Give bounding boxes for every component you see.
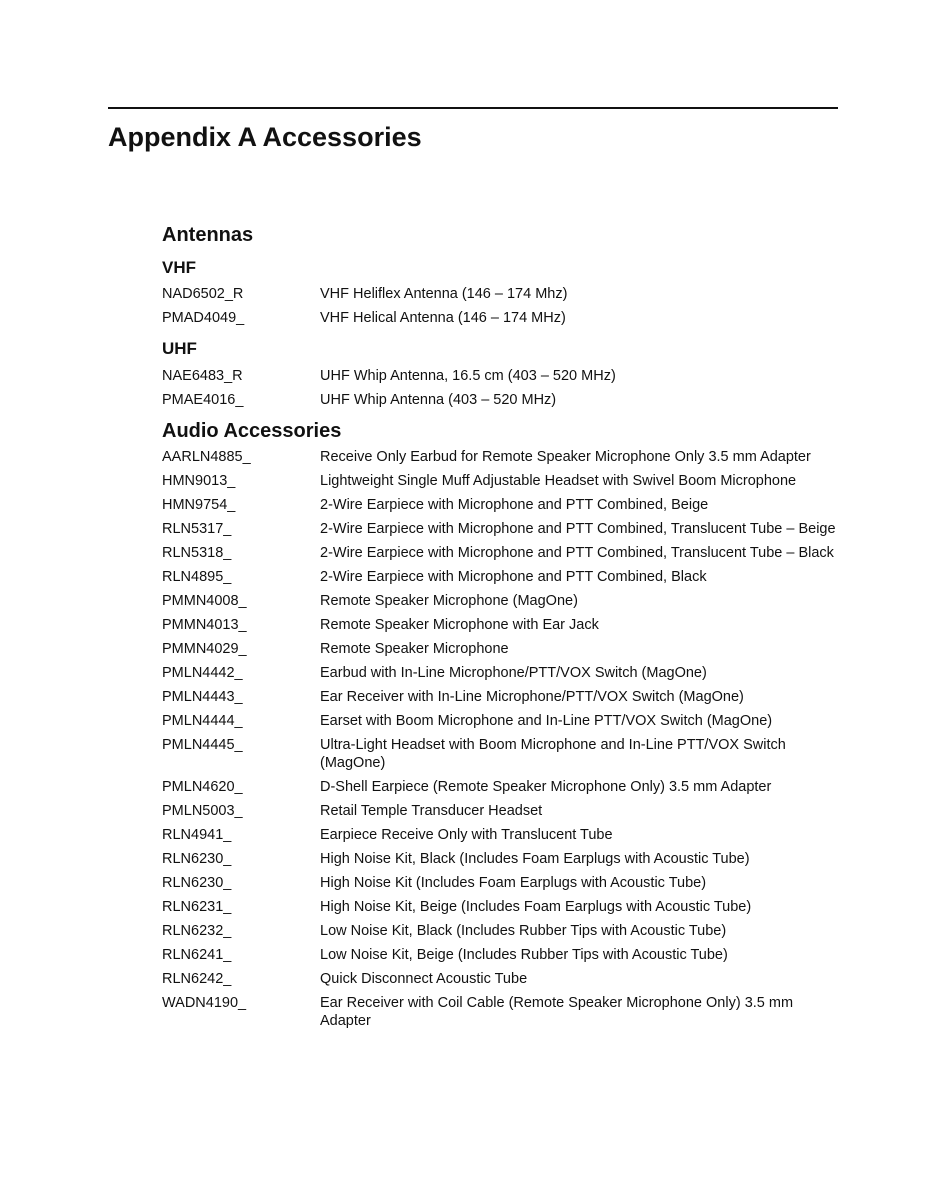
part-number: RLN5317_	[162, 521, 232, 537]
part-number: RLN4941_	[162, 827, 232, 843]
part-number: NAE6483_R	[162, 368, 243, 384]
part-number: PMLN5003_	[162, 803, 243, 819]
accessory-row	[162, 733, 842, 775]
part-description: Receive Only Earbud for Remote Speaker Microphone Only 3.5 mm Adapter	[320, 449, 811, 465]
part-description: D-Shell Earpiece (Remote Speaker Microphone Only) 3.5 mm Adapter	[320, 779, 772, 795]
part-description: VHF Heliflex Antenna (146 – 174 Mhz)	[320, 286, 568, 302]
audio-accessories-heading: Audio Accessories	[162, 420, 342, 442]
part-number: RLN6230_	[162, 875, 232, 891]
part-number: AARLN4885_	[162, 449, 251, 465]
accessory-row	[162, 895, 842, 919]
audio-list	[162, 445, 842, 1033]
accessory-row	[162, 364, 842, 388]
part-description: Earset with Boom Microphone and In-Line PTT/VOX Switch (MagOne)	[320, 713, 773, 729]
accessory-row	[162, 589, 842, 613]
part-number: PMLN4445_	[162, 737, 243, 753]
part-description: UHF Whip Antenna (403 – 520 MHz)	[320, 392, 557, 408]
accessory-row	[162, 943, 842, 967]
part-description: VHF Helical Antenna (146 – 174 MHz)	[320, 310, 566, 326]
part-description: 2-Wire Earpiece with Microphone and PTT Combined, Beige	[320, 497, 709, 513]
part-description: Lightweight Single Muff Adjustable Headset with Swivel Boom Microphone	[320, 473, 797, 489]
part-description: 2-Wire Earpiece with Microphone and PTT Combined, Translucent Tube – Black	[320, 545, 834, 561]
part-description: Low Noise Kit, Beige (Includes Rubber Tips with Acoustic Tube)	[320, 947, 728, 963]
accessory-row	[162, 445, 842, 469]
part-number: RLN6232_	[162, 923, 232, 939]
accessory-row	[162, 469, 842, 493]
part-description: Ear Receiver with Coil Cable (Remote Speaker Microphone Only) 3.5 mm Adapter	[320, 995, 794, 1029]
antennas-heading: Antennas	[162, 224, 254, 246]
part-number: PMMN4013_	[162, 617, 247, 633]
part-number: WADN4190_	[162, 995, 247, 1011]
part-description: High Noise Kit (Includes Foam Earplugs with Acoustic Tube)	[320, 875, 707, 891]
accessory-row	[162, 709, 842, 733]
part-description: High Noise Kit, Beige (Includes Foam Earplugs with Acoustic Tube)	[320, 899, 752, 915]
part-number: PMLN4443_	[162, 689, 243, 705]
accessory-row	[162, 565, 842, 589]
accessory-row	[162, 613, 842, 637]
part-description: UHF Whip Antenna, 16.5 cm (403 – 520 MHz)	[320, 368, 616, 384]
vhf-list	[162, 282, 842, 330]
part-number: PMMN4029_	[162, 641, 247, 657]
part-number: RLN6230_	[162, 851, 232, 867]
accessory-row	[162, 991, 842, 1033]
accessory-row	[162, 306, 842, 330]
accessory-row	[162, 282, 842, 306]
accessory-row	[162, 637, 842, 661]
part-description: Retail Temple Transducer Headset	[320, 803, 543, 819]
part-number: HMN9754_	[162, 497, 236, 513]
part-number: HMN9013_	[162, 473, 236, 489]
uhf-heading: UHF	[162, 339, 197, 358]
part-description: Quick Disconnect Acoustic Tube	[320, 971, 528, 987]
part-description: High Noise Kit, Black (Includes Foam Earplugs with Acoustic Tube)	[320, 851, 750, 867]
part-description: Remote Speaker Microphone	[320, 641, 509, 657]
accessory-row	[162, 517, 842, 541]
accessory-row	[162, 775, 842, 799]
page-title: Appendix A Accessories	[108, 122, 422, 152]
part-number: PMMN4008_	[162, 593, 247, 609]
part-number: RLN4895_	[162, 569, 232, 585]
uhf-list	[162, 364, 842, 412]
part-number: RLN6242_	[162, 971, 232, 987]
accessory-row	[162, 541, 842, 565]
part-description: 2-Wire Earpiece with Microphone and PTT Combined, Translucent Tube – Beige	[320, 521, 836, 537]
accessory-row	[162, 661, 842, 685]
part-number: PMLN4444_	[162, 713, 243, 729]
accessory-row	[162, 823, 842, 847]
part-description: Earpiece Receive Only with Translucent Tube	[320, 827, 613, 843]
part-number: RLN5318_	[162, 545, 232, 561]
accessory-row	[162, 388, 842, 412]
accessories-content	[162, 223, 842, 1033]
part-description: 2-Wire Earpiece with Microphone and PTT Combined, Black	[320, 569, 707, 585]
part-description: Remote Speaker Microphone with Ear Jack	[320, 617, 599, 633]
part-description: Remote Speaker Microphone (MagOne)	[320, 593, 578, 609]
part-description: Earbud with In-Line Microphone/PTT/VOX Switch (MagOne)	[320, 665, 707, 681]
part-description: Ear Receiver with In-Line Microphone/PTT/VOX Switch (MagOne)	[320, 689, 744, 705]
part-number: RLN6231_	[162, 899, 232, 915]
part-description: Ultra-Light Headset with Boom Microphone and In-Line PTT/VOX Switch (MagOne)	[320, 737, 786, 771]
accessory-row	[162, 685, 842, 709]
part-number: RLN6241_	[162, 947, 232, 963]
accessory-row	[162, 871, 842, 895]
accessory-row	[162, 967, 842, 991]
accessory-row	[162, 799, 842, 823]
part-number: PMLN4442_	[162, 665, 243, 681]
header-rule	[108, 107, 838, 109]
part-number: PMLN4620_	[162, 779, 243, 795]
accessory-row	[162, 493, 842, 517]
part-number: PMAE4016_	[162, 392, 244, 408]
part-description: Low Noise Kit, Black (Includes Rubber Tips with Acoustic Tube)	[320, 923, 727, 939]
part-number: PMAD4049_	[162, 310, 245, 326]
vhf-heading: VHF	[162, 258, 196, 277]
accessory-row	[162, 847, 842, 871]
accessory-row	[162, 919, 842, 943]
part-number: NAD6502_R	[162, 286, 244, 302]
